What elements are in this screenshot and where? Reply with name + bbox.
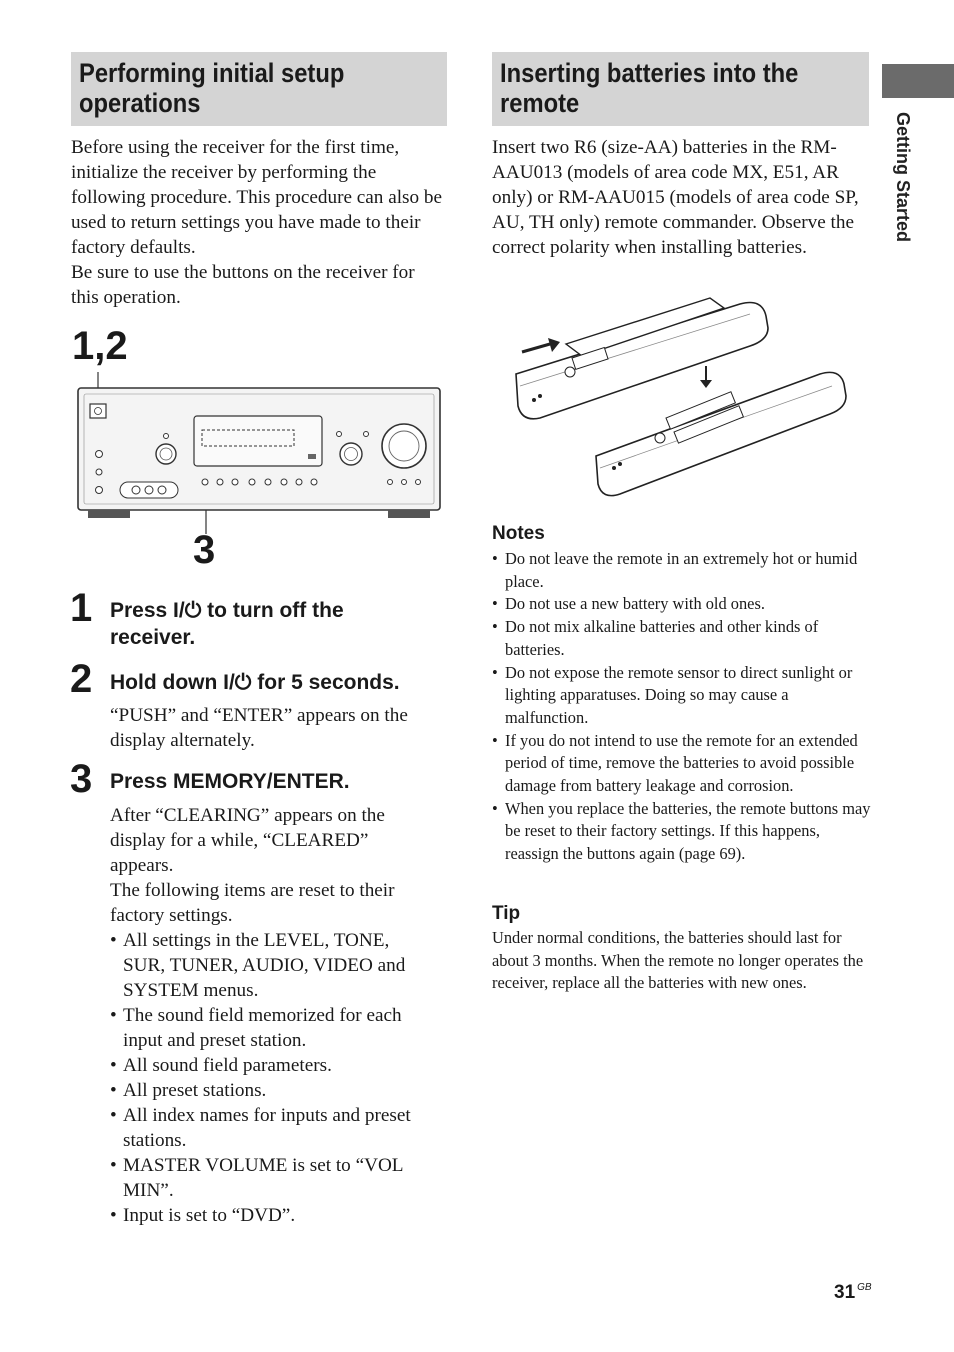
step-3-text-2: The following items are reset to their factory settings. [110, 880, 395, 926]
page-number [834, 1282, 872, 1304]
tip-heading: Tip [492, 903, 521, 924]
step-2-title: Hold down I/⏻ for 5 seconds. [110, 671, 400, 694]
step-3-text-1: After “CLEARING” appears on the display for a while, “CLEARED” appears. [110, 805, 385, 876]
list-item: • All sound field parameters. [110, 1053, 435, 1078]
list-item: • Do not leave the remote in an extremely hot or humid place. [492, 548, 872, 593]
receiver-illustration [70, 366, 450, 536]
setup-intro [71, 135, 447, 310]
notes-heading: Notes [492, 523, 545, 544]
list-item: • All index names for inputs and preset stations. [110, 1103, 435, 1153]
list-item: • Input is set to “DVD”. [110, 1203, 435, 1228]
list-item: • When you replace the batteries, the remote buttons may be reset to their factory settings. If this happens, reassign the buttons again (page 69). [492, 798, 872, 866]
page-number-value: 31 [834, 1282, 856, 1303]
setup-heading: Performing initial setup operations [79, 58, 345, 118]
batteries-heading-box [492, 52, 869, 126]
figure-label-bottom: 3 [193, 528, 216, 572]
figure-label-top: 1,2 [72, 324, 128, 368]
step-3-body [110, 803, 435, 1228]
list-item: • MASTER VOLUME is set to “VOL MIN”. [110, 1153, 435, 1203]
batteries-heading: Inserting batteries into the remote [500, 58, 799, 118]
section-label: Getting Started [893, 112, 913, 243]
step-1-number: 1 [70, 586, 93, 630]
list-item: • Do not use a new battery with old ones. [492, 593, 872, 616]
list-item: • All preset stations. [110, 1078, 435, 1103]
notes-list [492, 548, 872, 866]
step-3-title: Press MEMORY/ENTER. [110, 770, 350, 793]
section-tab [882, 64, 954, 98]
list-item: • If you do not intend to use the remote for an extended period of time, remove the batteries to avoid possible damage from battery leakage and corrosion. [492, 730, 872, 798]
setup-intro-para-1: Before using the receiver for the first time, initialize the receiver by performing the following procedure. This procedure can also be used to return settings you have made to their factory defaults. [71, 137, 443, 258]
reset-items-list [110, 928, 435, 1228]
list-item: • All settings in the LEVEL, TONE, SUR, TUNER, AUDIO, VIDEO and SYSTEM menus. [110, 928, 435, 1003]
tip-text: Under normal conditions, the batteries should last for about 3 months. When the remote no longer operates the receiver, replace all the batteries with new ones. [492, 928, 864, 993]
setup-heading-box [71, 52, 447, 126]
remote-battery-illustration [510, 296, 850, 500]
setup-intro-para-2: Be sure to use the buttons on the receiver for this operation. [71, 262, 415, 308]
batteries-intro: Insert two R6 (size-AA) batteries in the RM-AAU013 (models of area code MX, E51, AR only) or RM-AAU015 (models of area code SP, AU, TH only) remote commander. Observe the correct polarity when installing batteries. [492, 137, 859, 258]
list-item: • The sound field memorized for each input and preset station. [110, 1003, 435, 1053]
list-item: • Do not expose the remote sensor to direct sunlight or lighting apparatuses. Doing so may cause a malfunction. [492, 662, 872, 730]
step-1-title: Press I/⏻ to turn off the receiver. [110, 599, 344, 649]
step-2-number: 2 [70, 657, 93, 701]
step-3-number: 3 [70, 757, 93, 801]
list-item: • Do not mix alkaline batteries and other kinds of batteries. [492, 616, 872, 661]
step-2-text: “PUSH” and “ENTER” appears on the display alternately. [110, 705, 408, 751]
page-number-suffix: GB [857, 1282, 872, 1293]
